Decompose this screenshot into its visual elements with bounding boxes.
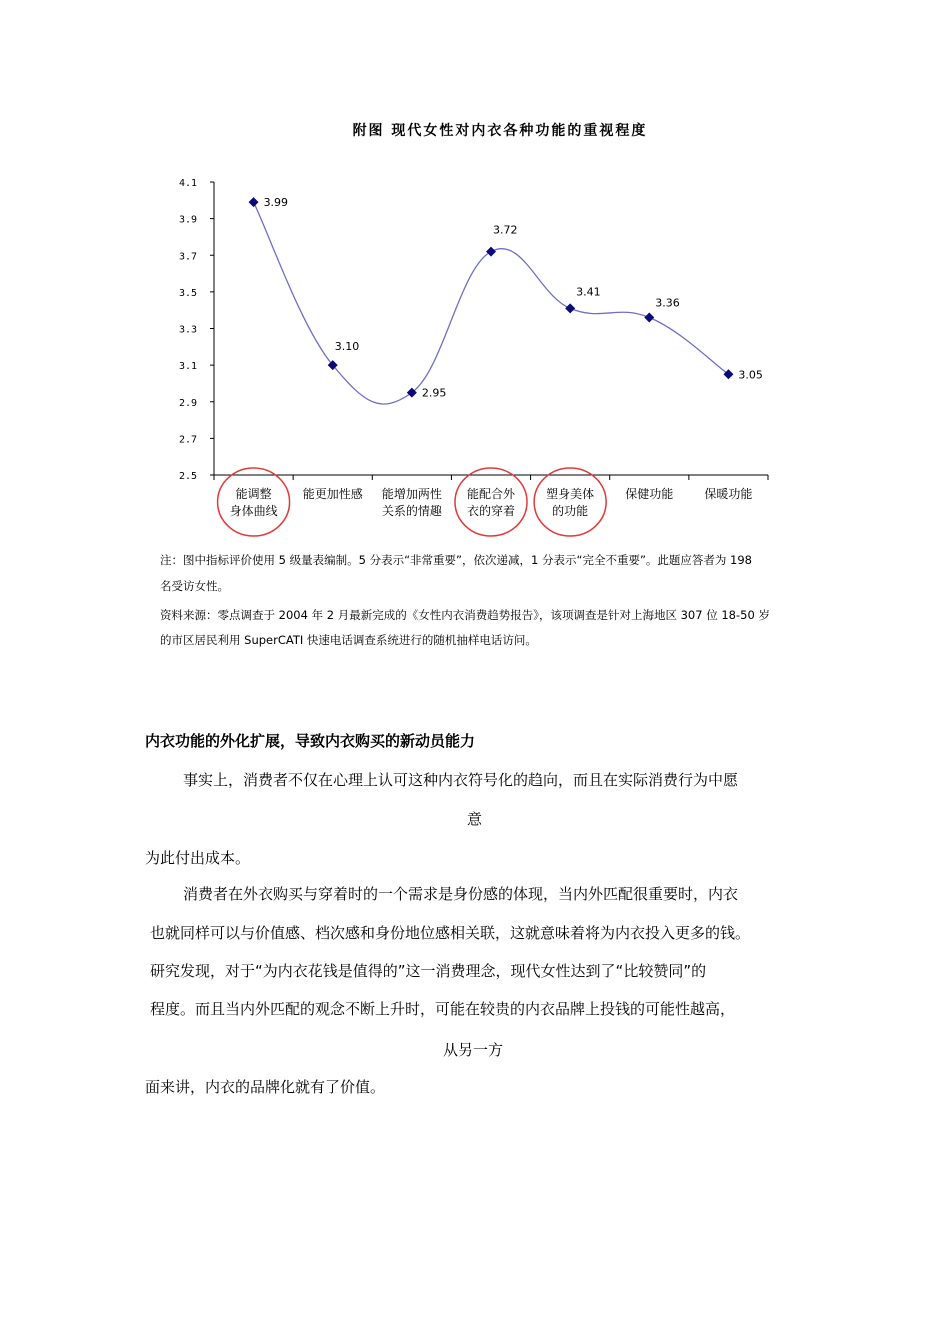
- x-tick-label: 的功能: [552, 504, 589, 518]
- paragraph-line: 程度。而且当内外匹配的观念不断上升时，可能在较贵的内衣品牌上投钱的可能性越高，: [150, 1000, 736, 1018]
- data-label: 3.10: [334, 340, 360, 354]
- y-tick-label: 3.9: [178, 214, 197, 226]
- paragraph-line: 也就同样可以与价值感、档次感和身份地位感相关联，这就意味着将为内衣投入更多的钱。: [150, 924, 751, 942]
- x-tick-label: 塑身美体: [546, 487, 595, 501]
- x-tick-label: 保健功能: [625, 487, 674, 501]
- x-tick-label: 能更加性感: [302, 487, 363, 501]
- x-tick-label: 身体曲线: [229, 504, 278, 518]
- data-point-marker: [565, 303, 575, 313]
- data-point-marker: [249, 197, 259, 207]
- x-tick-label: 能增加两性: [381, 487, 442, 501]
- paragraph-line: 面来讲，内衣的品牌化就有了价值。: [145, 1078, 386, 1096]
- y-tick-label: 2.7: [178, 434, 197, 446]
- highlight-circle: [534, 468, 606, 536]
- chart-title: 附图 现代女性对内衣各种功能的重视程度: [352, 123, 648, 139]
- y-tick-label: 3.1: [178, 361, 197, 373]
- y-tick-label: 3.3: [178, 324, 197, 336]
- data-label: 3.99: [263, 196, 289, 210]
- data-label: 3.41: [576, 285, 601, 299]
- y-tick-label: 3.7: [178, 251, 197, 263]
- section-heading: 内衣功能的外化扩展，导致内衣购买的新动员能力: [145, 732, 476, 750]
- y-tick-label: 2.5: [178, 471, 197, 482]
- chart-source-line1: 资料来源：零点调查于 2004 年 2 月最新完成的《女性内衣消费趋势报告》，该项调查是针对上海地区 307 位 18-50 岁: [160, 608, 770, 622]
- data-point-marker: [644, 313, 654, 323]
- data-label: 3.72: [493, 223, 518, 237]
- y-tick-label: 3.5: [178, 287, 197, 299]
- paragraph-line: 为此付出成本。: [145, 849, 251, 867]
- x-tick-label: 关系的情趣: [381, 504, 442, 518]
- chart-note-line1: 注：图中指标评价使用 5 级量表编制。5 分表示“非常重要”，依次递减，1 分表示“完全不重要”。此题应答者为 198: [160, 553, 753, 567]
- line-chart: [0, 0, 950, 540]
- highlight-circle: [455, 468, 527, 536]
- chart-note-line2: 名受访女性。: [160, 579, 229, 593]
- paragraph-line: 事实上，消费者不仅在心理上认可这种内衣符号化的趋向，而且在实际消费行为中愿: [183, 771, 739, 789]
- y-tick-label: 2.9: [178, 397, 197, 409]
- chart-source-line2: 的市区居民利用 SuperCATI 快速电话调查系统进行的随机抽样电话访问。: [160, 633, 537, 647]
- paragraph-line: 研究发现，对于“为内衣花钱是值得的”这一消费理念，现代女性达到了“比较赞同”的: [150, 962, 707, 980]
- x-tick-label: 衣的穿着: [466, 504, 516, 518]
- data-point-marker: [486, 247, 496, 257]
- x-tick-label: 保暖功能: [704, 487, 753, 501]
- data-point-marker: [723, 369, 733, 379]
- highlight-circle: [218, 468, 290, 536]
- data-label: 2.95: [421, 386, 447, 400]
- data-label: 3.05: [738, 368, 763, 382]
- paragraph-line: 消费者在外衣购买与穿着时的一个需求是身份感的体现，当内外匹配很重要时，内衣: [183, 885, 739, 903]
- y-tick-label: 4.1: [178, 178, 197, 189]
- paragraph-line: 意: [467, 810, 483, 828]
- x-tick-label: 能调整: [235, 487, 272, 501]
- x-tick-label: 能配合外: [466, 487, 516, 501]
- paragraph-line: 从另一方: [443, 1041, 504, 1059]
- data-label: 3.36: [655, 296, 680, 310]
